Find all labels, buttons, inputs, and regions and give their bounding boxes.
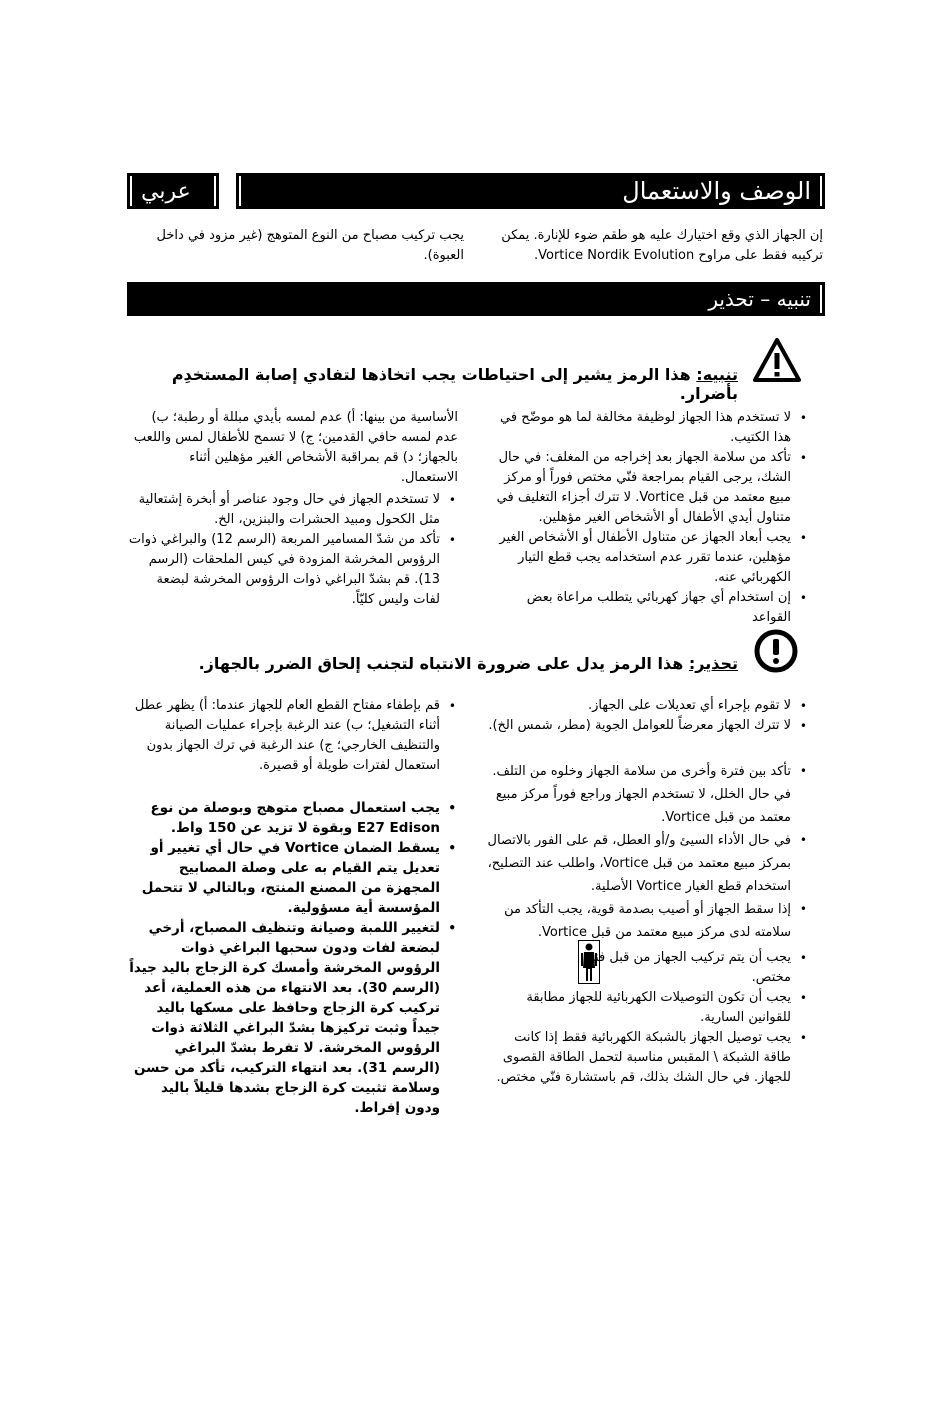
list-item: • قم بإطفاء مفتاح القطع العام للجهاز عندما: أ) يظهر عطل أثناء التشغيل؛ ب) عند الرغبة بإجراء عمليات الصيانة والتنظيف الخارجي؛ ج) عند الرغبة في ترك الجهاز بدون استعمال لفترات طويلة أو قصيرة. bbox=[128, 696, 440, 776]
bar-divider bbox=[214, 176, 216, 206]
list-item: • يجب توصيل الجهاز بالشبكة الكهربائية فقط إذا كانت طاقة الشبكة \ المقبس مناسبة لتحمل الطاقة القصوى للجهاز. في حال الشك بذلك، قم باستشارة فنّي مختص. bbox=[484, 1028, 791, 1088]
list-item: • لا تقوم بإجراء أي تعديلات على الجهاز. bbox=[484, 696, 791, 716]
list-item: • يسقط الضمان Vortice في حال أي تغيير أو تعديل يتم القيام به على وصلة المصابيح المجهزة من المصنع المنتج، وبالتالي لا تتحمل المؤسسة أية مسؤولية. bbox=[128, 838, 440, 918]
list-item: • في حال الأداء السيئ و/أو العطل، قم على الفور بالاتصال بمركز مبيع معتمد من قبل Vortice، واطلب عند التصليح، استخدام قطع الغيار Vortice الأصلية. bbox=[484, 829, 791, 898]
list-item: • إذا سقط الجهاز أو أصيب بصدمة قوية، يجب التأكد من سلامته لدى مركز مبيع معتمد من قبل Vortice. bbox=[484, 898, 791, 944]
caution-left-column bbox=[128, 408, 458, 610]
danger-label: تحذير: bbox=[688, 654, 738, 673]
list-item: • لتغيير اللمبة وصيانة وتنظيف المصباح، أرخي لبضعة لفات ودون سحبها البراغي ذوات الرؤوس المخرشة وأمسك كرة الزجاج باليد جيداً (الرسم 30). بعد الانتهاء من هذه العملية، أعد تركيب كرة الزجاج وحافظ على مسكها باليد جيداً وثبت تركيزها بشدّ البراغي الثلاثة ذوات الرؤوس المخرشة. لا تفرط بشدّ البراغي (الرسم 31). بعد انتهاء التركيب، تأكد من حسن وسلامة تثبيت كرة الزجاج بشدها قليلاً باليد ودون إفراط. bbox=[128, 918, 440, 1118]
list-item: • يجب أن تكون التوصيلات الكهربائية للجهاز مطابقة للقوانين السارية. bbox=[484, 988, 791, 1028]
list-item: • تأكد من شدّ المسامير المربعة (الرسم 12) والبراغي ذوات الرؤوس المخرشة المزودة في كيس الملحقات (الرسم 13). قم بشدّ البراغي ذوات الرؤوس المخرشة لبضعة لفات وليس كليّاً. bbox=[128, 530, 440, 610]
list-item: • إن استخدام أي جهاز كهربائي يتطلب مراعاة بعض القواعد bbox=[484, 588, 791, 628]
caution-heading bbox=[158, 365, 738, 403]
warning-section-title: تنبيه – تحذير bbox=[708, 287, 811, 311]
list-item: • لا تستخدم الجهاز في حال وجود عناصر أو أبخرة إشتعالية مثل الكحول ومبيد الحشرات والبنزين، الخ. bbox=[128, 490, 440, 530]
list-item: • لا تترك الجهاز معرضاً للعوامل الجوية (مطر، شمس الخ). bbox=[484, 716, 791, 736]
intro-right-text: إن الجهاز الذي وقع اختيارك عليه هو طقم ضوء للإنارة. يمكن تركيبه فقط على مراوح Vortice Nordik Evolution. bbox=[501, 228, 823, 263]
danger-heading bbox=[158, 654, 738, 673]
danger-left-column bbox=[128, 696, 458, 1118]
language-label-bar bbox=[127, 173, 219, 209]
list-item: • تأكد من سلامة الجهاز بعد إخراجه من المغلف: في حال الشك، يرجى القيام بمراجعة فنّي مختص فوراً أو مركز مبيع معتمد من قبل Vortice. لا تترك أجزاء التغليف في متناول أيدي الأطفال أو الأشخاص الغير مؤهلين. bbox=[484, 448, 791, 528]
list-item: • تأكد بين فترة وأخرى من سلامة الجهاز وخلوه من التلف. في حال الخلل، لا تستخدم الجهاز وراجع فوراً مركز مبيع معتمد من قبل Vortice. bbox=[484, 760, 791, 829]
list-item: • لا تستخدم هذا الجهاز لوظيفة مخالفة لما هو موضّح في هذا الكتيب. bbox=[484, 408, 791, 448]
caution-right-column bbox=[484, 408, 809, 628]
danger-text: هذا الرمز يدل على ضرورة الانتباه لتجنب إلحاق الضرر بالجهاز. bbox=[198, 654, 684, 673]
caution-left-continuation: الأساسية من بينها: أ) عدم لمسه بأيدي مبللة أو رطبة؛ ب) عدم لمسه حافي القدمين؛ ج) لا تسمح للأطفال لمس واللعب بالجهاز؛ د) قم بمراقبة الأشخاص الغير مؤهلين أثناء الاستعمال. bbox=[133, 410, 458, 485]
danger-right-column-a bbox=[484, 696, 809, 736]
exclamation-circle-icon bbox=[753, 628, 799, 674]
warning-section-bar bbox=[127, 282, 825, 316]
danger-right-column-c bbox=[484, 948, 809, 1088]
intro-left-text: يجب تركيب مصباح من النوع المتوهج (غير مزود في داخل العبوة). bbox=[156, 228, 464, 263]
warning-triangle-icon bbox=[752, 337, 802, 383]
list-item: • يجب أن يتم تركيب الجهاز من قبل فني مختص. bbox=[484, 948, 791, 988]
section-title: الوصف والاستعمال bbox=[622, 177, 811, 205]
bar-divider bbox=[820, 285, 822, 313]
danger-right-column-b bbox=[484, 760, 809, 944]
list-item: • يجب أبعاد الجهاز عن متناول الأطفال أو الأشخاص الغير مؤهلين، عندما تقرر عدم استخدامه يجب قطع التيار الكهربائي عنه. bbox=[484, 528, 791, 588]
bar-divider bbox=[820, 176, 822, 206]
caution-text: هذا الرمز يشير إلى احتياطات يجب اتخاذها لتفادي إصابة المستخدِم بأضرار. bbox=[171, 365, 738, 403]
bar-divider bbox=[130, 176, 132, 206]
list-item: • يجب استعمال مصباح متوهج وبوصلة من نوع E27 Edison وبقوة لا تزيد عن 150 واط. bbox=[128, 798, 440, 838]
bar-divider bbox=[239, 176, 241, 206]
section-title-bar bbox=[236, 173, 825, 209]
caution-label: تنبيه: bbox=[696, 365, 738, 384]
language-label: عربي bbox=[141, 178, 191, 204]
